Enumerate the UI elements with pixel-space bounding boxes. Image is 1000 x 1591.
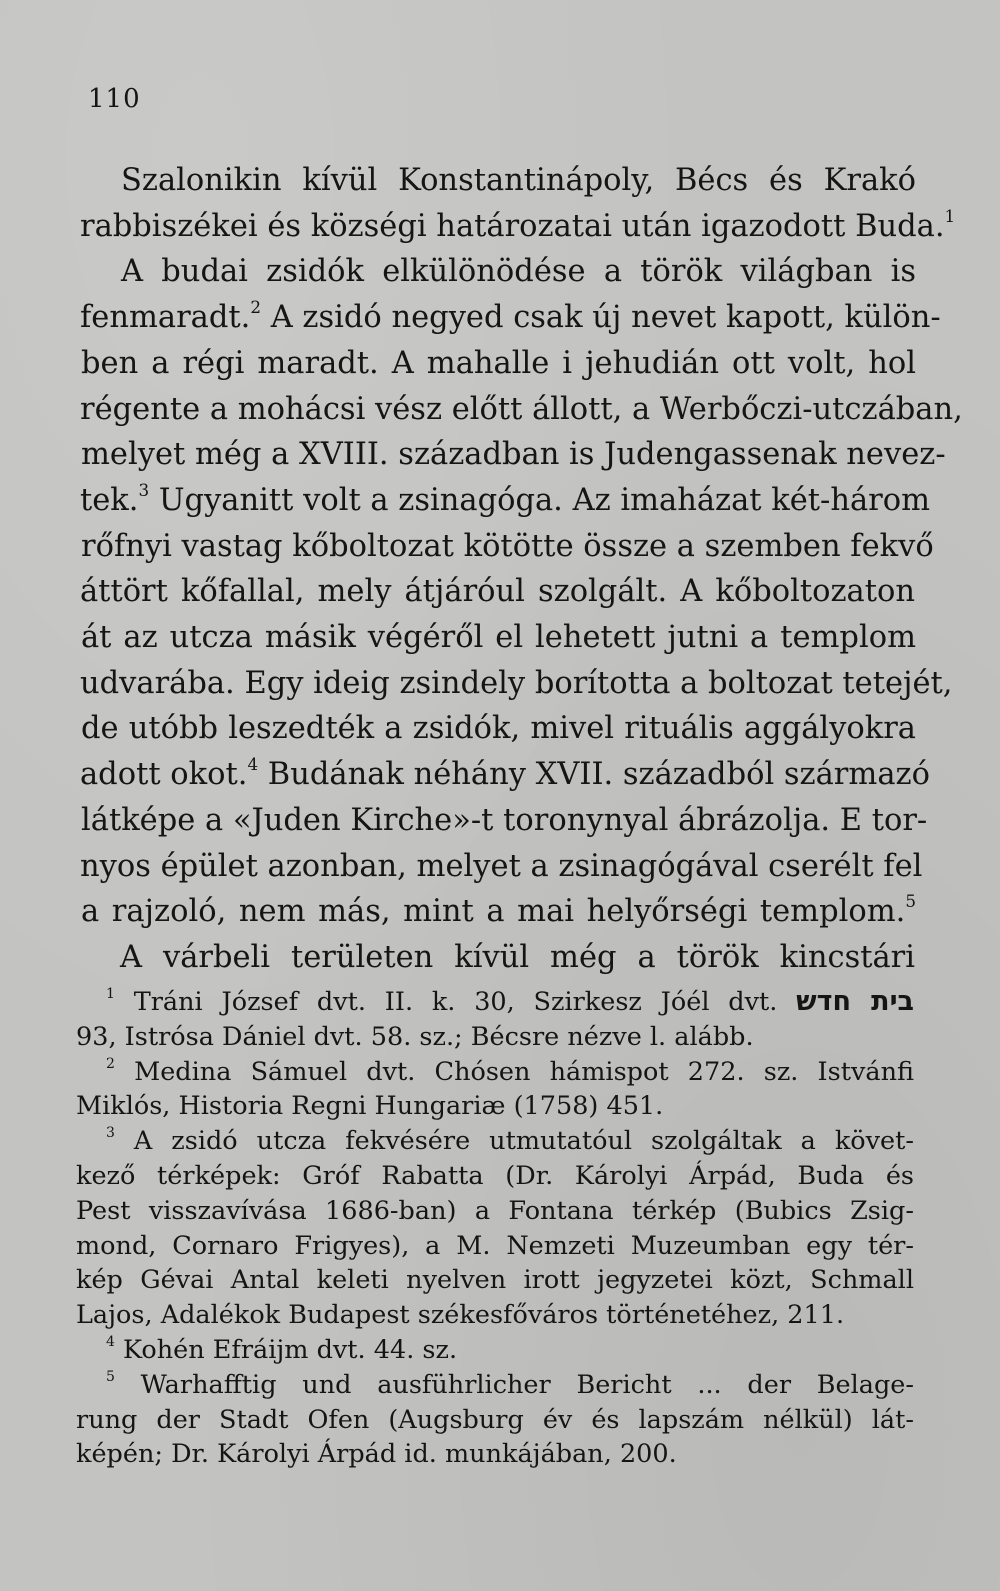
footnote-number: 4: [106, 1334, 115, 1351]
footnote-text: kező térképek: Gróf Rabatta (Dr. Károlyi Árpád, Buda és: [76, 1160, 914, 1191]
body-line-text: át az utcza másik végéről el lehetett jutni a templom: [81, 620, 916, 656]
body-line: [80, 844, 923, 890]
footnote-line: [76, 1298, 914, 1333]
body-line: [81, 798, 928, 844]
footnote-line: [76, 985, 914, 1020]
body-line: [81, 432, 946, 478]
footnote-reference: 2: [250, 296, 261, 317]
body-line: [80, 752, 930, 798]
footnote-text: Medina Sámuel dvt. Chósen hámispot 272. sz. Istvánfi: [114, 1056, 914, 1087]
body-line-text: A várbeli területen kívül még a török kincstári: [120, 939, 915, 975]
body-line: [81, 706, 916, 752]
body-line: [81, 341, 916, 387]
footnote-text: Miklós, Historia Regni Hungariæ (1758) 451.: [76, 1091, 664, 1122]
body-line-text: tek.: [80, 482, 139, 518]
body-line-text: rabbiszékei és községi határozatai után igazodott Buda.: [80, 208, 945, 244]
body-line-text: melyet még a XVIII. században is Judengassenak nevez-: [81, 437, 946, 473]
body-line-text: adott okot.: [80, 757, 248, 793]
hebrew-title: בית חדש: [796, 986, 915, 1017]
footnote-line: [76, 1403, 914, 1438]
body-line-text: A budai zsidók elkülönödése a török világban is: [121, 254, 916, 290]
footnote-text: A zsidó utcza fekvésére utmutatóul szolgáltak a követ-: [114, 1126, 914, 1157]
body-line-text: nyos épület azonban, melyet a zsinagógával cserélt fel: [80, 848, 923, 884]
footnote-number: 3: [106, 1125, 115, 1142]
footnote-text: képén; Dr. Károlyi Árpád id. munkájában, 200.: [76, 1439, 677, 1470]
footnote-text: Kohén Efráijm dvt. 44. sz.: [114, 1334, 458, 1365]
page-number: 110: [88, 84, 141, 114]
footnote-number: 1: [106, 986, 115, 1003]
footnote-line: [76, 1159, 914, 1194]
body-line-text: a rajzoló, nem más, mint a mai helyőrségi templom.: [81, 894, 906, 930]
footnote-text: Pest visszavívása 1686-ban) a Fontana térkép (Bubics Zsig-: [76, 1195, 914, 1226]
footnote-number: 5: [106, 1368, 115, 1385]
footnote-line: [76, 1194, 914, 1229]
body-line: [80, 295, 941, 341]
body-line-text: áttört kőfallal, mely átjáróul szolgált. A kőboltozaton: [80, 574, 915, 610]
footnote-reference: 4: [247, 753, 259, 774]
footnote-reference: 1: [944, 205, 956, 226]
body-line-text: udvarába. Egy ideig zsindely borította a boltozat tetejét,: [80, 665, 953, 701]
footnote-text: kép Gévai Antal keleti nyelven irott jegyzetei közt, Schmall: [76, 1265, 914, 1296]
body-line-text-continued: Ugyanitt volt a zsinagóga. Az imaházat két-három: [149, 482, 931, 518]
footnote-line: [76, 1229, 914, 1264]
body-line-text-continued: A zsidó negyed csak új nevet kapott, külön-: [261, 300, 941, 336]
footnote-line: [76, 1055, 914, 1090]
footnote-reference: 5: [905, 891, 916, 911]
footnote-line: [76, 1089, 914, 1124]
body-line: [81, 615, 916, 661]
body-line: [80, 935, 915, 981]
footnote-line: [76, 1333, 914, 1368]
footnote-line: [76, 1020, 914, 1055]
body-line-text: ben a régi maradt. A mahalle i jehudián ott volt, hol: [81, 345, 916, 381]
body-line-text: látképe a «Juden Kirche»-t toronynyal ábrázolja. E tor-: [81, 802, 928, 838]
body-line: [80, 204, 956, 250]
body-line: [80, 569, 915, 615]
body-line-text-continued: Budának néhány XVII. századból származó: [258, 757, 930, 793]
body-line: [80, 661, 953, 707]
footnote-text: Tráni József dvt. II. k. 30, Szirkesz Jóél dvt.: [114, 987, 797, 1017]
body-line-text: Szalonikin kívül Konstantinápoly, Bécs és Krakó: [121, 163, 916, 198]
footnotes: [76, 985, 914, 1472]
footnote-line: [76, 1437, 914, 1472]
body-line: [81, 249, 916, 295]
footnote-line: [76, 1368, 914, 1403]
body-line: [81, 158, 916, 204]
footnote-text: rung der Stadt Ofen (Augsburg év és lapszám nélkül) lát-: [76, 1404, 914, 1435]
body-line-text: régente a mohácsi vész előtt állott, a Werbőczi-utczában,: [80, 391, 963, 427]
footnote-text: Lajos, Adalékok Budapest székesfőváros történetéhez, 211.: [76, 1300, 845, 1331]
footnote-text: 93, Istrósa Dániel dvt. 58. sz.; Bécsre nézve l. alább.: [76, 1021, 754, 1052]
body-line: [80, 478, 931, 524]
footnote-line: [76, 1263, 914, 1298]
body-line-text: fenmaradt.: [80, 300, 251, 336]
body-text: [80, 158, 963, 981]
body-line-text: de utóbb leszedték a zsidók, mivel rituális aggályokra: [81, 711, 916, 747]
body-line: [80, 387, 963, 433]
footnote-reference: 3: [138, 479, 150, 500]
footnote-text: Warhafftig und ausführlicher Bericht ... der Belage-: [114, 1369, 914, 1400]
body-line-text: rőfnyi vastag kőboltozat kötötte össze a szemben fekvő: [81, 528, 934, 564]
body-line: [81, 524, 934, 570]
footnote-line: [76, 1124, 914, 1159]
footnote-number: 2: [106, 1055, 115, 1072]
footnote-text: mond, Cornaro Frigyes), a M. Nemzeti Muzeumban egy tér-: [76, 1230, 914, 1261]
body-line: [81, 889, 916, 935]
